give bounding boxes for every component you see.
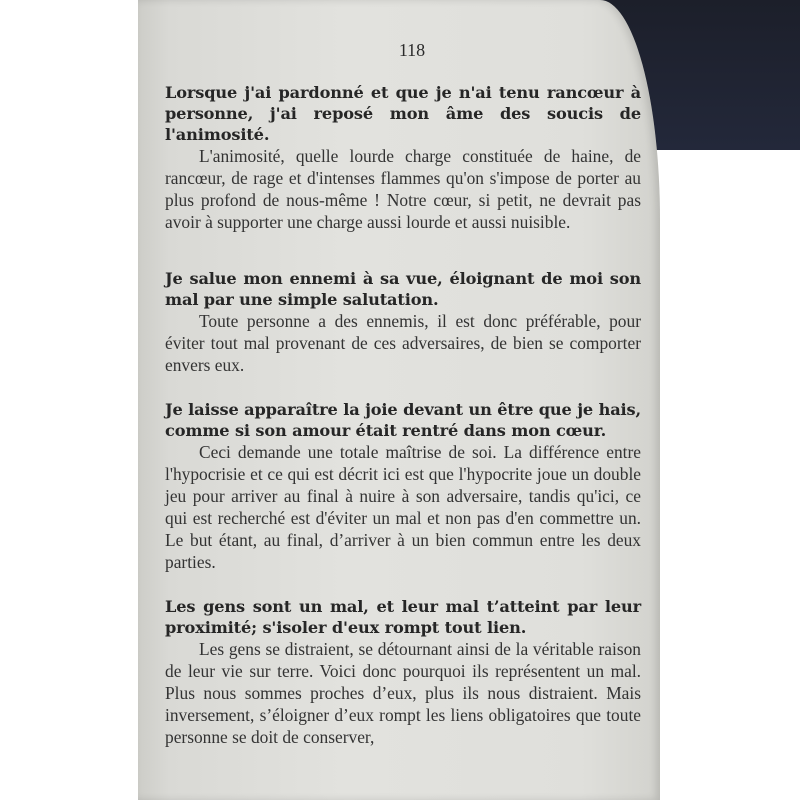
section-body: Ceci demande une totale maîtrise de soi. La différence entre l'hypocrisie et ce qui est décrit ici est que l'hypocrite joue un double jeu pour arriver au final à nuire à son adversaire, tandis qu'ici, ce qui est recherché est d'éviter un mal et non pas d'en commettre un. Le but étant, au final, d’arriver à un bien commun entre les deux parties. [165, 442, 641, 572]
section-forgiveness [165, 82, 641, 233]
section-heading: Je salue mon ennemi à sa vue, éloignant de moi son mal par une simple salutation. [165, 269, 641, 309]
page-number: 118 [398, 40, 426, 60]
section-heading: Je laisse apparaître la joie devant un être que je hais, comme si son amour était rentré dans mon cœur. [165, 400, 641, 440]
section-heading: Lorsque j'ai pardonné et que je n'ai tenu rancœur à personne, j'ai reposé mon âme des soucis de l'animosité. [165, 83, 641, 144]
section-body: Les gens se distraient, se détournant ainsi de la véritable raison de leur vie sur terre. Voici donc pourquoi ils représentent un mal. Plus nous sommes proches d’eux, plus ils nous distraient. Mais inversement, s’éloigner d’eux rompt les liens obligatoires que toute personne se doit de conserver, [165, 639, 641, 747]
section-heading: Les gens sont un mal, et leur mal t’atteint par leur proximité; s'isoler d'eux rompt tout lien. [165, 597, 641, 637]
section-greeting-enemy [165, 268, 641, 376]
section-showing-joy [165, 399, 641, 573]
section-isolation [165, 596, 641, 748]
section-body: L'animosité, quelle lourde charge constituée de haine, de rancœur, de rage et d'intenses flammes qu'on s'impose de porter au plus profond de nous-même ! Notre cœur, si petit, ne devrait pas avoir à supporter une charge aussi lourde et aussi nuisible. [165, 146, 641, 232]
section-body: Toute personne a des ennemis, il est donc préférable, pour éviter tout mal provenant de ces adversaires, de bien se comporter envers eux. [165, 311, 641, 375]
